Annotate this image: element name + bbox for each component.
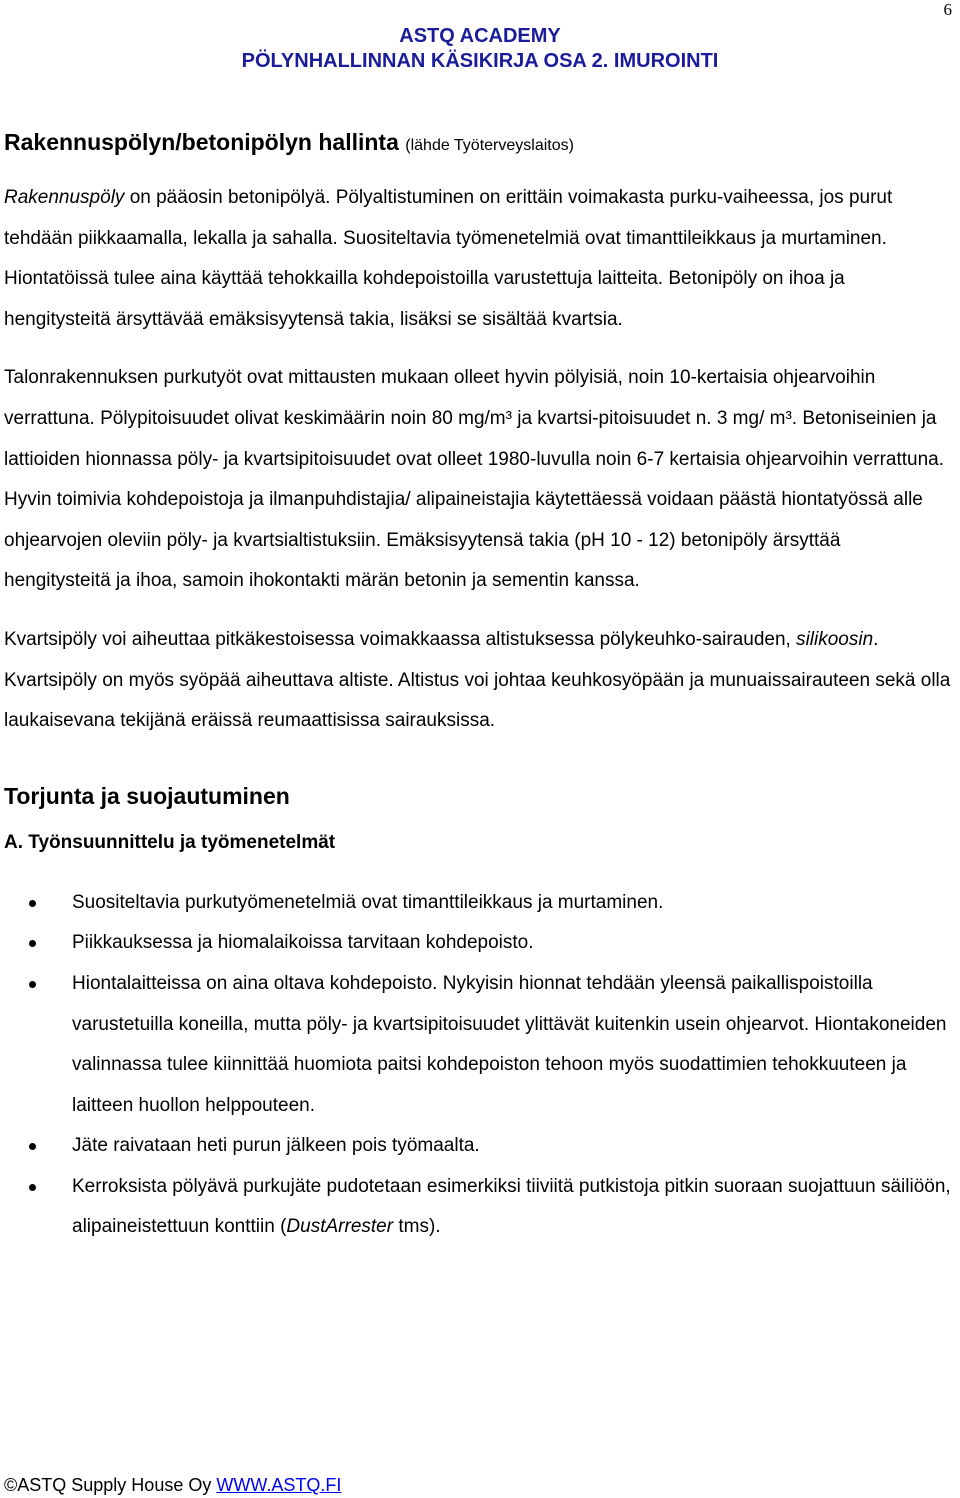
term-dustarrester: DustArrester — [286, 1216, 394, 1238]
term-rakennuspoly: Rakennuspöly — [4, 187, 125, 208]
page-content — [4, 126, 952, 1248]
paragraph-construction-dust — [4, 178, 952, 340]
header-handbook-title: PÖLYNHALLINNAN KÄSIKIRJA OSA 2. IMUROINTI — [241, 50, 719, 72]
header-academy: ASTQ ACADEMY — [399, 25, 561, 47]
subsection-title-planning: A. Työnsuunnittelu ja työmenetelmät — [4, 831, 336, 853]
list-item: Piikkauksessa ja hiomalaikoissa tarvitaan kohdepoisto. — [4, 923, 952, 964]
paragraph-text: Kvartsipöly voi aiheuttaa pitkäkestoisessa voimakkaassa altistuksessa pölykeuhko-sairauden, — [4, 628, 797, 650]
section-title-dust-control — [4, 126, 952, 162]
list-item: Jäte raivataan heti purun jälkeen pois työmaalta. — [4, 1126, 952, 1167]
list-item-text: tms). — [393, 1216, 441, 1238]
paragraph-demolition-measurements: Talonrakennuksen purkutyöt ovat mittausten mukaan olleet hyvin pölyisiä, noin 10-kertaisia ohjearvoihin verrattuna. Pölypitoisuudet olivat keskimäärin noin 80 mg/m³ ja kvartsi-pitoisuudet n. 3 mg/ m³. Betoniseinien ja lattioiden hionnassa pöly- ja kvartsipitoisuudet ovat olleet 1980-luvulla noin 6-7 kertaisia ohjearvoihin verrattuna. Hyvin toimivia kohdepoistoja ja ilmanpuhdistajia/ alipaineistajia käytettäessä voidaan päästä hiontatyössä alle ohjearvojen oleviin pöly- ja kvartsialtistuksiin. Emäksisyytensä takia (pH 10 - 12) betonipöly ärsyttää hengitysteitä ja ihoa, samoin ihokontakti märän betonin ja sementin kanssa. — [4, 367, 944, 592]
list-item: Hiontalaitteissa on aina oltava kohdepoisto. Nykyisin hionnat tehdään yleensä paikallispoistoilla varustetuilla koneilla, mutta pöly- ja kvartsipitoisuudet ylittävät kuitenkin usein ohjearvot. Hiontakoneiden valinnassa tulee kiinnittää huomiota paitsi kohdepoiston tehoon myös suodattimien tehokkuuteen ja laitteen huollon helppouteen. — [4, 964, 952, 1126]
footer-website-link[interactable]: WWW.ASTQ.FI — [216, 1475, 342, 1495]
paragraph-quartz-dust — [4, 620, 952, 742]
list-item: Suositeltavia purkutyömenetelmiä ovat timanttileikkaus ja murtaminen. — [4, 883, 952, 924]
bullet-list-methods — [4, 883, 952, 1248]
page-footer — [4, 1474, 341, 1496]
section-title-prevention: Torjunta ja suojautuminen — [4, 782, 290, 809]
footer-copyright: ©ASTQ Supply House Oy — [4, 1475, 217, 1495]
document-header — [0, 24, 960, 74]
section-title-source: (lähde Työterveyslaitos) — [405, 137, 574, 154]
page-number: 6 — [943, 0, 952, 19]
list-item — [4, 1167, 952, 1248]
section-title-text: Rakennuspölyn/betonipölyn hallinta — [4, 129, 399, 155]
paragraph-text: . Kvartsipöly on myös syöpää aiheuttava altiste. Altistus voi johtaa keuhkosyöpään ja munuaissairauteen sekä olla laukaisevana tekijänä eräissä reumaattisissa sairauksissa. — [4, 628, 951, 732]
term-silikoosi: silikoosin — [796, 628, 874, 650]
paragraph-text: on pääosin betonipölyä. Pölyaltistuminen on erittäin voimakasta purku-vaiheessa, jos purut tehdään piikkaamalla, lekalla ja sahalla. Suositeltavia työmenetelmiä ovat timanttileikkaus ja murtaminen. Hiontatöissä tulee aina käyttää tehokkailla kohdepoistoilla varustettuja laitteita. Betonipöly on ihoa ja hengitysteitä ärsyttävää emäksisyytensä takia, lisäksi se sisältää kvartsia. — [4, 187, 893, 330]
list-item-text: Kerroksista pölyävä purkujäte pudotetaan esimerkiksi tiiviitä putkistoja pitkin suoraan suojattuun säiliöön, alipaineistettuun konttiin ( — [72, 1175, 951, 1238]
